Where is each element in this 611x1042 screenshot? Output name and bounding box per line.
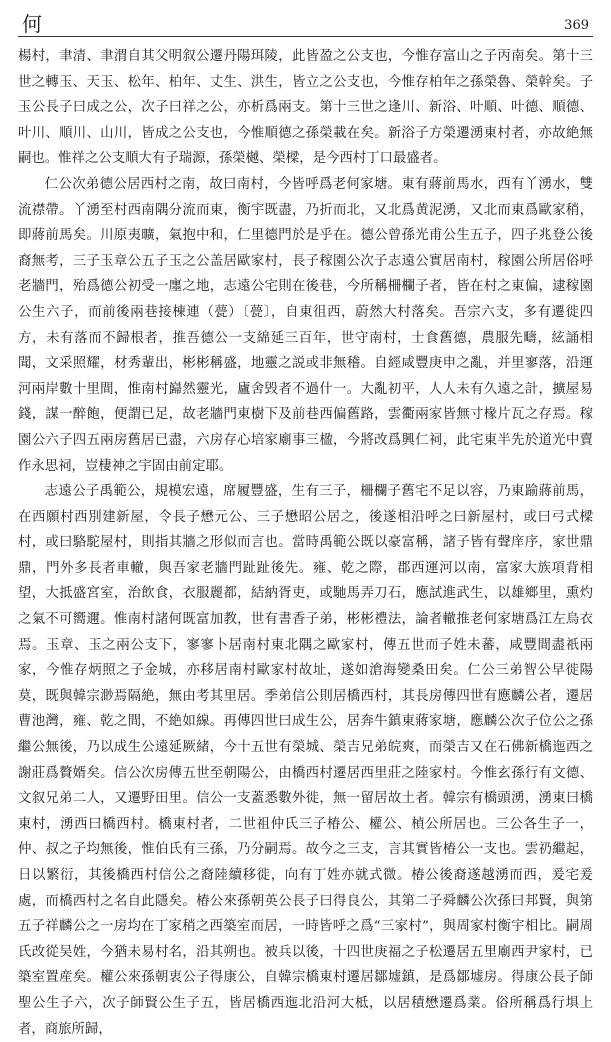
text-body xyxy=(18,44,593,1037)
page-number: 369 xyxy=(564,18,589,33)
paragraph-2: 仁公次弟德公居西村之南，故曰南村，今皆呼爲老何家塘。東有蔣前馬水，西有丫湧水，雙流襟帶。丫湧至村西南隅分流而東，衡宇既盡，乃折而北，又北爲黄泥湧，又北而東爲歐家稍，即蔣前馬矣。川原夷曠，氣抱中和，仁里德門於是乎在。德公曾孫光甫公生五子，四子兆登公後裔無考，三子玉章公五子玉之公盖居歐家村，長子稼園公次子志遠公實居南村，稼園公所居俗呼老牆門，殆爲德公初受一廛之地，志遠公宅則在後巷，今所稱柵欄子者，皆在村之東偏，逮稼園公生六子，而前後兩巷接棟連（甍）〔甍〕，自東徂西，蔚然大村落矣。吾宗六支，多有遷徙四方，未有落而不歸根者，推吾德公一支綿延三百年，世守南村，士食舊德，農服先疇，絃誦相聞，文采照耀，材秀輩出，彬彬稱盛，地靈之説或非無稽。自經咸豐庚申之亂，并里寥落，沿運河兩岸數十里間，惟南村巋然靈光，廬舍毁者不過什一。大亂初平，人人未有久遠之計，擴屋易錢，謀一醉飽，便謂已足，故老牆門東樹下及前巷西偏舊路，雲衢兩家皆無寸椽片瓦之存焉。稼園公六子四五兩房舊居已盡，六房存心培家廟事三楹，今將改爲興仁祠，此宅東半先於道光中賣作永思祠，豈棲神之宇固由前定耶。 xyxy=(18,176,593,474)
running-header xyxy=(18,10,593,37)
paragraph-1: 楊村，聿清、聿渭自其父明叙公遷丹陽珥陵，此皆盈之公支也，今惟存富山之子丙南矣。第十三世之轉玉、天玉、松年、柏年、丈生、洪生，皆立之公支也，今惟存柏年之孫榮魯、榮幹矣。子玉公長子曰成之公，次子曰祥之公，亦析爲兩支。第十三世之逢川、新浴、叶順、叶德、順德、叶川、順川、山川，皆成之公支也，今惟順德之孫榮載在矣。新浴子方榮遷湧東村者，亦故絶無嗣也。惟祥之公支順大有子瑞源，孫榮樾、榮樑，是今西村丁口最盛者。 xyxy=(18,49,593,167)
running-title: 何 xyxy=(22,12,42,36)
paragraph-3: 志遠公子禹範公，規模宏遠，席履豐盛，生有三子，柵欄子舊宅不足以容，乃東踰蔣前馬，在西願村西別建新屋，令長子懋元公、三子懋昭公居之，後遂相沿呼之曰新屋村，或曰弓式樑村，或曰駱駝屋村，則指其牆之形似而言也。當時禹範公既以豪富稱，諸子皆有聲庠序，家世鼎鼎，門外多長者車轍，與吾家老牆門趾趾後先。雍、乾之際，郡西運河以南，富家大族項背相望，大抵盛宮室，治飲食，衣服麗都，結納胥吏，或馳馬弄刀石，應試進武生，以雄鄉里，熏灼之氣不可嚮邇。惟南村諸何既富加教，世有書香子弟，彬彬禮法，論者轍推老何家塘爲江左烏衣焉。玉章、玉之兩公支下，寥寥卜居南村東北隅之歐家村，傳五世而子姓未蕃，咸豐間盡祇兩家，今惟存炳照之子金城，亦移居南村歐家村故址，遂如滄海變桑田矣。仁公三弟智公早徙陽莫，既與韓宗渺焉隔絶，無由考其里居。季弟信公則居橋西村，其長房傳四世有應麟公者，遷居曹池灣，雍、乾之間，不絶如線。再傳四世曰成生公，居奔牛鎮東蔣家塘，應麟公次子位公之孫繼公無後，乃以成生公遠延厥緒，今十五世有榮城、榮吉兄弟皖爽，而榮吉又在石佛新橋迤西之謝莊爲贅婿矣。信公次房傳五世至朝陽公，由橋西村遷居西里莊之陸家村。今惟玄孫行有文德、文叙兄弟二人，又遷野田里。信公一支蓋悉數外徙，無一留居故土者。韓宗有橋頭湧，湧東曰橋東村，湧西曰橋西村。橋東村者，二世祖仲氏三子椿公、權公、楨公所居也。三公各生子一，仲、叔之子均無後，惟伯氏有三孫，乃分嗣焉。故今之三支，言其實皆椿公一支也。雲礽繼起，日以繁衍，其後橋西村信公之裔陸續移徙，向有丁姓亦就式微。椿公後裔遂越湧而西，爰宅爰處，而橋西村之名自此隱矣。椿公來孫朝英公長子曰得良公，其第二子舜麟公次孫曰邦賢，與第五子祥麟公之一房均在丁家稍之西築室而居，一時皆呼之爲“三家村”，與周家村衡宇相比。嗣周氏改從吴姓，今猶未易村名，沿其朔也。被兵以後，十四世庚福之子松遷居五里廟西尹家村，已築室置産矣。權公來孫朝衷公子得康公，自韓宗橋東村遷居鄒墟鎮，是爲鄒墟房。得康公長子師聖公生子六，次子師賢公生子五，皆居橋西迤北沿河大柢，以居積懋遷爲業。俗所稱爲行埧上者，商旅所歸， xyxy=(18,484,593,1037)
